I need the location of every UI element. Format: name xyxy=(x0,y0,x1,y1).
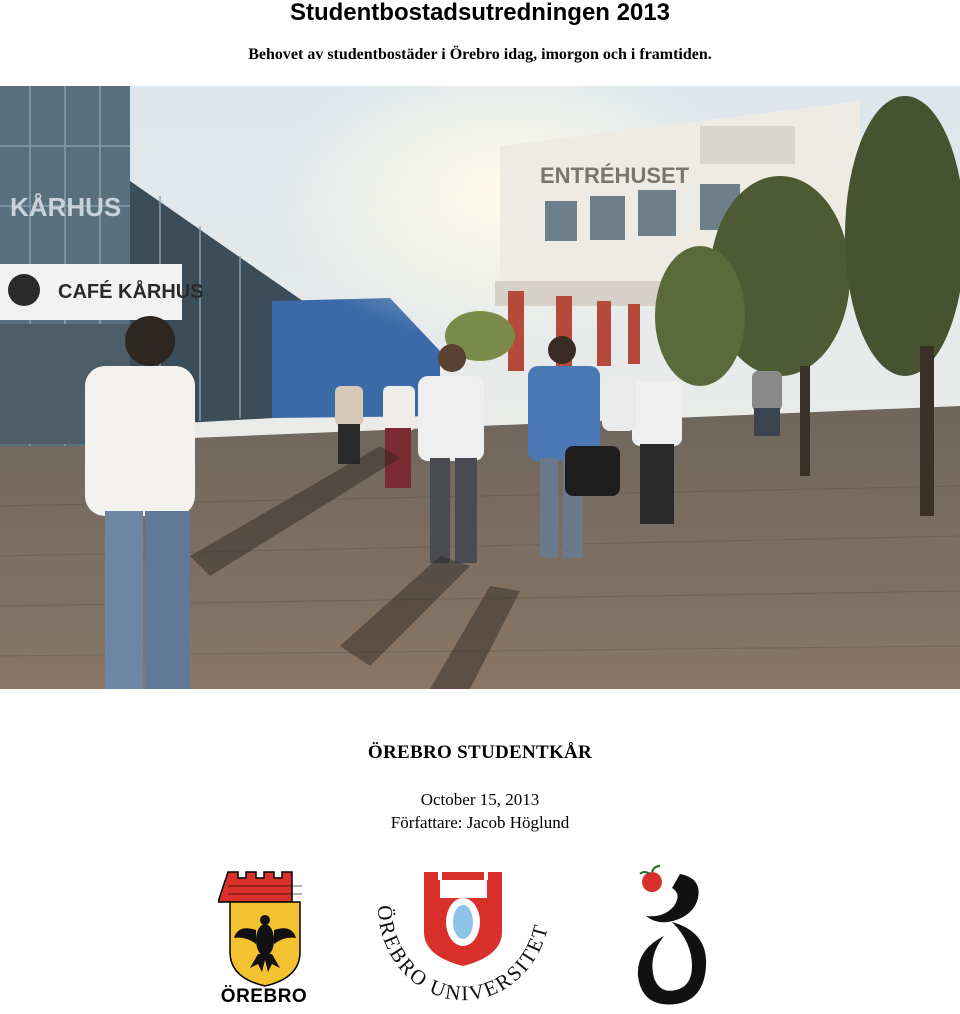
orebro-studentkar-logo xyxy=(632,864,716,1006)
page-title: Studentbostadsutredningen 2013 xyxy=(289,0,671,26)
organization-name: ÖREBRO STUDENTKÅR xyxy=(367,742,593,763)
entrehuset-sign: ENTRÉHUSET xyxy=(540,163,690,188)
university-arc-label: ÖREBRO UNIVERSITET xyxy=(372,904,554,1006)
cover-photo xyxy=(0,86,960,689)
document-author: Författare: Jacob Höglund xyxy=(390,813,570,832)
page-subtitle: Behovet av studentbostäder i Örebro idag, imorgon och i framtiden. xyxy=(248,46,712,63)
orebro-city-label: ÖREBRO xyxy=(220,986,308,1007)
orebro-universitet-logo xyxy=(360,866,565,1009)
document-date: October 15, 2013 xyxy=(420,790,540,809)
